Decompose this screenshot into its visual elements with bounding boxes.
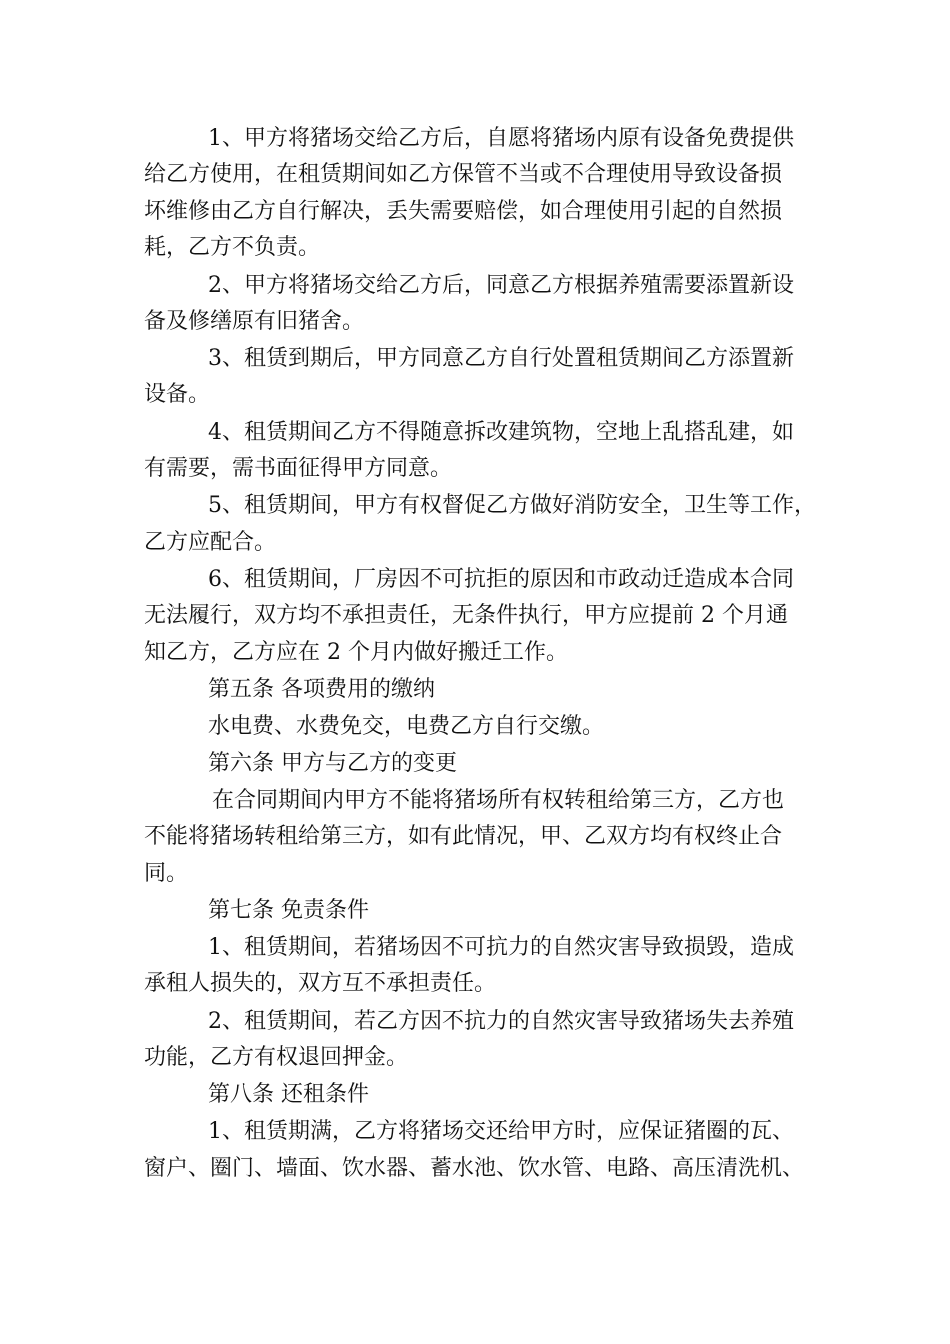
clause-7-heading: 第七条 免责条件 [208,898,369,923]
clause-5-body: 水电费、水费免交，电费乙方自行交缴。 [208,714,605,739]
clause-4-item-5-line-2: 乙方应配合。 [144,530,277,555]
clause-4-item-4-line-1: 4、租赁期间乙方不得随意拆改建筑物，空地上乱搭乱建，如 [208,420,794,445]
clause-4-item-1-line-3: 坏维修由乙方自行解决，丢失需要赔偿，如合理使用引起的自然损 [144,199,783,224]
clause-6-body-line-2: 不能将猪场转租给第三方，如有此情况，甲、乙双方均有权终止合 [144,824,783,849]
clause-4-item-6-line-1: 6、租赁期间，厂房因不可抗拒的原因和市政动迁造成本合同 [208,567,794,592]
clause-4-item-5-line-1: 5、租赁期间，甲方有权督促乙方做好消防安全，卫生等工作， [208,493,816,518]
clause-4-item-1-line-2: 给乙方使用，在租赁期间如乙方保管不当或不合理使用导致设备损 [144,162,783,187]
clause-4-item-3-line-2: 设备。 [144,382,211,407]
clause-7-item-1-line-2: 承租人损失的，双方互不承担责任。 [144,971,497,996]
clause-4-item-3-line-1: 3、租赁到期后，甲方同意乙方自行处置租赁期间乙方添置新 [208,346,794,371]
clause-4-item-1-line-4: 耗，乙方不负责。 [144,235,321,260]
clause-8-item-1-line-2: 窗户、圈门、墙面、饮水器、蓄水池、饮水管、电路、高压清洗机、 [144,1156,805,1181]
clause-4-item-1-line-1: 1、甲方将猪场交给乙方后，自愿将猪场内原有设备免费提供 [208,126,794,151]
clause-4-item-4-line-2: 有需要，需书面征得甲方同意。 [144,456,453,481]
clause-6-body-line-1: 在合同期间内甲方不能将猪场所有权转租给第三方，乙方也 [212,788,785,813]
clause-6-heading: 第六条 甲方与乙方的变更 [208,751,457,776]
clause-7-item-2-line-1: 2、租赁期间，若乙方因不抗力的自然灾害导致猪场失去养殖 [208,1009,794,1034]
clause-7-item-1-line-1: 1、租赁期间，若猪场因不可抗力的自然灾害导致损毁，造成 [208,935,794,960]
clause-8-item-1-line-1: 1、租赁期满，乙方将猪场交还给甲方时，应保证猪圈的瓦、 [208,1119,794,1144]
clause-5-heading: 第五条 各项费用的缴纳 [208,677,435,702]
clause-4-item-6-line-2: 无法履行，双方均不承担责任，无条件执行，甲方应提前 2 个月通 [144,603,788,628]
clause-4-item-2-line-1: 2、甲方将猪场交给乙方后，同意乙方根据养殖需要添置新设 [208,273,794,298]
clause-7-item-2-line-2: 功能，乙方有权退回押金。 [144,1045,409,1070]
clause-8-heading: 第八条 还租条件 [208,1082,369,1107]
clause-4-item-2-line-2: 备及修缮原有旧猪舍。 [144,309,365,334]
clause-4-item-6-line-3: 知乙方，乙方应在 2 个月内做好搬迁工作。 [144,640,568,665]
clause-6-body-line-3: 同。 [144,861,189,886]
